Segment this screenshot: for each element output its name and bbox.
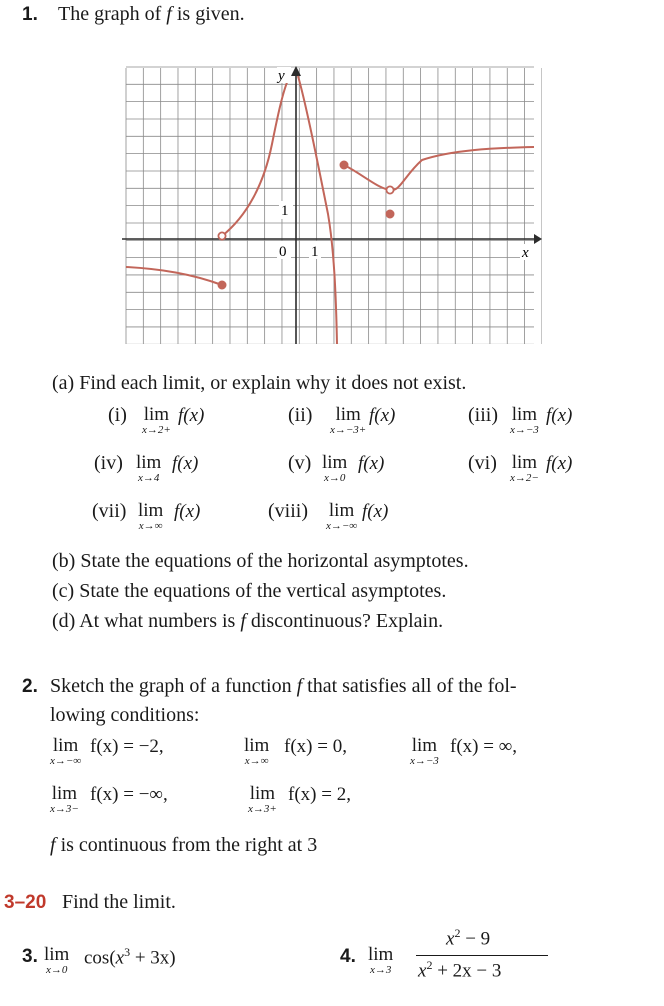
limit-operator bbox=[138, 501, 163, 532]
lim-subscript: x→2− bbox=[510, 472, 539, 484]
part-d-prompt bbox=[52, 610, 443, 633]
closed-dot bbox=[218, 281, 225, 288]
lim-word: lim bbox=[411, 735, 438, 756]
lim-subscript: x→∞ bbox=[138, 520, 163, 532]
limit-label: (iv) bbox=[94, 452, 123, 474]
p4-lim-sub: x→3 bbox=[369, 964, 392, 976]
condition-expression: f(x) = 0, bbox=[284, 736, 347, 757]
intro-post: is given. bbox=[171, 3, 245, 25]
lim-word: lim bbox=[51, 783, 78, 804]
problem-2-last-line bbox=[50, 834, 317, 857]
lim-subscript: x→∞ bbox=[244, 755, 269, 767]
lim-subscript: x→0 bbox=[323, 472, 346, 484]
lim-subscript: x→3+ bbox=[248, 803, 277, 815]
intro-text: The graph of bbox=[58, 3, 167, 25]
limit-function: f(x) bbox=[178, 405, 205, 426]
limit-function: f(x) bbox=[174, 501, 201, 522]
lim-word: lim bbox=[511, 452, 538, 473]
p4-num-post: − 9 bbox=[460, 928, 491, 950]
p2-line1-f: f bbox=[296, 675, 303, 697]
intro-f: f bbox=[166, 3, 172, 25]
lim-word: lim bbox=[322, 452, 348, 473]
p4-lim-word: lim bbox=[368, 944, 394, 965]
curve-segment bbox=[298, 76, 337, 344]
limit-label: (vi) bbox=[468, 452, 497, 474]
problem-2-line2: lowing conditions: bbox=[50, 704, 200, 726]
p4-fraction-bar bbox=[416, 955, 548, 956]
condition-lim bbox=[50, 736, 81, 767]
lim-subscript: x→−3 bbox=[410, 755, 439, 767]
limit-operator bbox=[322, 453, 347, 484]
open-dot bbox=[218, 232, 225, 239]
limit-operator bbox=[510, 405, 539, 436]
limit-label: (iii) bbox=[468, 404, 498, 426]
p2-line1-text: Sketch the graph of a function bbox=[50, 675, 297, 697]
lim-subscript: x→3− bbox=[50, 803, 79, 815]
lim-word: lim bbox=[138, 500, 164, 521]
lim-word: lim bbox=[52, 735, 79, 756]
closed-dot bbox=[386, 210, 393, 217]
lim-word: lim bbox=[328, 500, 355, 521]
limit-operator bbox=[326, 501, 357, 532]
limit-label: (viii) bbox=[268, 500, 308, 522]
limit-function: f(x) bbox=[172, 453, 199, 474]
condition-lim bbox=[248, 784, 277, 815]
limit-function: f(x) bbox=[546, 453, 573, 474]
problem-1-intro bbox=[58, 3, 245, 26]
p2-last-f: f bbox=[50, 834, 56, 856]
lim-subscript: x→−3+ bbox=[330, 424, 367, 436]
y-axis-label: y bbox=[278, 68, 285, 84]
lim-word: lim bbox=[249, 783, 276, 804]
curve-segment bbox=[126, 267, 222, 285]
lim-subscript: x→−∞ bbox=[326, 520, 358, 532]
lim-word: lim bbox=[511, 404, 538, 425]
lim-subscript: x→−3 bbox=[510, 424, 539, 436]
section-range: 3–20 bbox=[4, 892, 47, 913]
problem-1-number: 1. bbox=[22, 4, 38, 25]
p3-x: x bbox=[115, 947, 125, 969]
lim-word: lim bbox=[335, 404, 361, 425]
section-title: Find the limit. bbox=[62, 891, 176, 913]
limit-label: (ii) bbox=[288, 404, 313, 426]
graph-axes bbox=[122, 66, 542, 344]
problem-4-numerator bbox=[446, 926, 490, 950]
lim-word: lim bbox=[136, 452, 162, 473]
part-c-prompt: (c) State the equations of the vertical asymptotes. bbox=[52, 580, 447, 602]
part-d-text: (d) At what numbers is bbox=[52, 610, 241, 632]
p3-lim-sub: x→0 bbox=[45, 964, 68, 976]
condition-lim bbox=[410, 736, 439, 767]
limit-label: (i) bbox=[108, 404, 127, 426]
problem-2-number: 2. bbox=[22, 676, 38, 697]
p3-lim-word: lim bbox=[44, 944, 70, 965]
p4-den-post: + 2x − 3 bbox=[432, 960, 502, 982]
p4-num-exp: 2 bbox=[454, 926, 461, 940]
p4-num-x: x bbox=[446, 928, 455, 950]
p2-line1-post: that satisfies all of the fol- bbox=[302, 675, 517, 697]
limit-operator bbox=[136, 453, 161, 484]
condition-expression: f(x) = ∞, bbox=[450, 736, 517, 757]
tick-y1-label: 1 bbox=[281, 203, 289, 219]
condition-expression: f(x) = 2, bbox=[288, 784, 351, 805]
function-graph bbox=[122, 64, 542, 344]
tick-0-label: 0 bbox=[279, 244, 287, 260]
p4-den-x: x bbox=[418, 960, 427, 982]
x-axis-arrow bbox=[534, 234, 542, 244]
limit-function: f(x) bbox=[369, 405, 396, 426]
limit-function: f(x) bbox=[546, 405, 573, 426]
lim-subscript: x→−∞ bbox=[50, 755, 82, 767]
condition-lim bbox=[50, 784, 79, 815]
limit-operator bbox=[330, 405, 366, 436]
problem-4-number: 4. bbox=[340, 946, 356, 967]
p3-exp: 3 bbox=[124, 945, 131, 959]
limit-operator bbox=[142, 405, 171, 436]
graph-grid bbox=[126, 67, 542, 344]
lim-subscript: x→2+ bbox=[142, 424, 171, 436]
problem-2-line1 bbox=[50, 675, 517, 698]
limit-function: f(x) bbox=[358, 453, 385, 474]
problem-3-number: 3. bbox=[22, 946, 38, 967]
p4-den-exp: 2 bbox=[426, 958, 433, 972]
closed-dot bbox=[340, 161, 347, 168]
part-d-f: f bbox=[240, 610, 246, 632]
problem-3-lim bbox=[44, 945, 69, 976]
part-a-prompt: (a) Find each limit, or explain why it does not exist. bbox=[52, 372, 467, 394]
limit-label: (vii) bbox=[92, 500, 127, 522]
condition-expression: f(x) = −∞, bbox=[90, 784, 168, 805]
condition-lim bbox=[244, 736, 269, 767]
lim-subscript: x→4 bbox=[137, 472, 160, 484]
open-dot bbox=[386, 186, 393, 193]
p2-last-text: is continuous from the right at 3 bbox=[55, 834, 318, 856]
problem-4-denominator bbox=[418, 958, 501, 982]
p3-cos: cos( bbox=[84, 947, 116, 969]
part-b-prompt: (b) State the equations of the horizontal asymptotes. bbox=[52, 550, 469, 572]
problem-4-lim bbox=[368, 945, 393, 976]
tick-x1-label: 1 bbox=[311, 244, 319, 260]
limit-operator bbox=[510, 453, 539, 484]
condition-expression: f(x) = −2, bbox=[90, 736, 164, 757]
lim-word: lim bbox=[143, 404, 170, 425]
part-d-post: discontinuous? Explain. bbox=[245, 610, 444, 632]
p3-post: + 3x) bbox=[130, 947, 176, 969]
limit-label: (v) bbox=[288, 452, 312, 474]
problem-3-expression bbox=[84, 945, 176, 969]
lim-word: lim bbox=[244, 735, 270, 756]
limit-function: f(x) bbox=[362, 501, 389, 522]
x-axis-label: x bbox=[522, 245, 529, 261]
